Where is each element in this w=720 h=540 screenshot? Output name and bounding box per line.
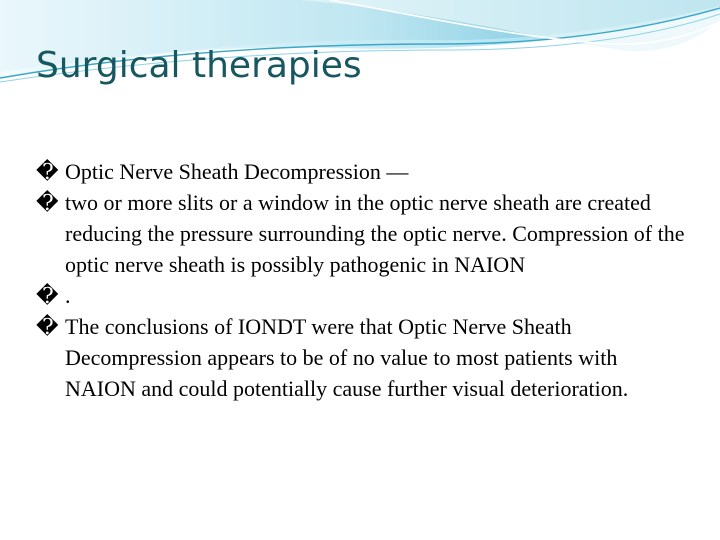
slide-title: Surgical therapies (36, 45, 362, 86)
bullet-item (36, 156, 686, 187)
bullet-list (36, 156, 686, 404)
bullet-glyph: � (36, 314, 59, 339)
bullet-item (36, 187, 686, 280)
bullet-text: The conclusions of IONDT were that Optic Nerve Sheath Decompression appears to be of no value to most patients with NAION and could potentially cause further visual deterioration. (65, 314, 629, 401)
bullet-text: . (65, 283, 71, 308)
bullet-item (36, 311, 686, 404)
bullet-glyph: � (36, 159, 59, 184)
bullet-item (36, 280, 686, 311)
bullet-glyph: � (36, 283, 59, 308)
bullet-text: two or more slits or a window in the optic nerve sheath are created reducing the pressure surrounding the optic nerve. Compression of the optic nerve sheath is possibly pathogenic in NAION (65, 190, 685, 277)
bullet-text: Optic Nerve Sheath Decompression — (65, 159, 409, 184)
bullet-glyph: � (36, 190, 59, 215)
